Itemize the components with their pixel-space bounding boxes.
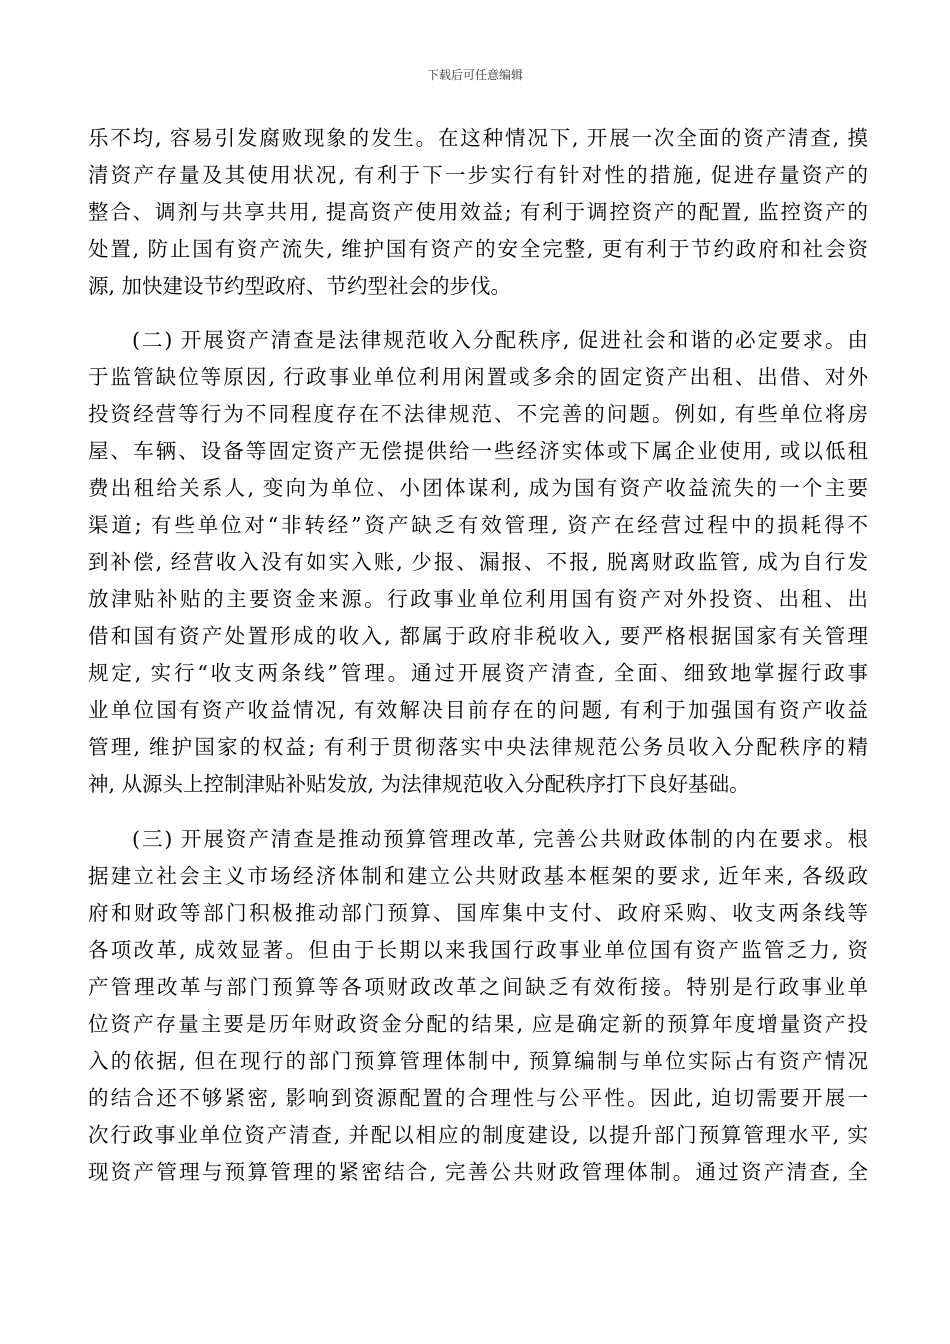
text-line: 神, 从源头上控制津贴补贴发放, 为法律规范收入分配秩序打下良好基础。: [88, 772, 750, 796]
text-line: 屋、车辆、设备等固定资产无偿提供给一些经济实体或下属企业使用, 或以低租: [88, 439, 868, 463]
text-line: 到补偿, 经营收入没有如实入账, 少报、漏报、不报, 脱离财政监管, 成为自行发: [88, 550, 868, 574]
text-line: 费出租给关系人, 变向为单位、小团体谋利, 成为国有资产收益流失的一个主要: [88, 476, 868, 500]
paragraph-1: [88, 120, 868, 305]
text-line: 整合、调剂与共享共用, 提高资产使用效益; 有利于调控资产的配置, 监控资产的: [88, 200, 868, 224]
text-line: 源, 加快建设节约型政府、节约型社会的步伐。: [88, 274, 512, 298]
text-line: 位资产存量主要是历年财政资金分配的结果, 应是确定新的预算年度增量资产投: [88, 1012, 868, 1036]
text-line: 于监管缺位等原因, 行政事业单位利用闲置或多余的固定资产出租、出借、对外: [88, 365, 868, 389]
text-line: 规定, 实行“收支两条线”管理。通过开展资产清查, 全面、细致地掌握行政事: [88, 661, 868, 685]
text-line: 乐不均, 容易引发腐败现象的发生。在这种情况下, 开展一次全面的资产清查, 摸: [88, 126, 868, 150]
text-line: 管理, 维护国家的权益; 有利于贯彻落实中央法律规范公务员收入分配秩序的精: [88, 735, 868, 759]
text-line: 借和国有资产处置形成的收入, 都属于政府非税收入, 要严格根据国家有关管理: [88, 624, 868, 648]
paragraph-2: [88, 322, 868, 803]
text-line: 业单位国有资产收益情况, 有效解决目前存在的问题, 有利于加强国有资产收益: [88, 698, 868, 722]
text-line: 清资产存量及其使用状况, 有利于下一步实行有针对性的措施, 促进存量资产的: [88, 163, 868, 187]
text-line: 放津贴补贴的主要资金来源。行政事业单位利用国有资产对外投资、出租、出: [88, 587, 868, 611]
text-line: 产管理改革与部门预算等各项财政改革之间缺乏有效衔接。特别是行政事业单: [88, 975, 868, 999]
text-line: 的结合还不够紧密, 影响到资源配置的合理性与公平性。因此, 迫切需要开展一: [88, 1086, 868, 1110]
text-line: 据建立社会主义市场经济体制和建立公共财政基本框架的要求, 近年来, 各级政: [88, 864, 868, 888]
text-line: 渠道; 有些单位对“非转经”资产缺乏有效管理, 资产在经营过程中的损耗得不: [88, 513, 868, 537]
text-line: 入的依据, 但在现行的部门预算管理体制中, 预算编制与单位实际占有资产情况: [88, 1049, 868, 1073]
text-line: (二) 开展资产清查是法律规范收入分配秩序, 促进社会和谐的必定要求。由: [132, 328, 868, 352]
text-line: 各项改革, 成效显著。但由于长期以来我国行政事业单位国有资产监管乏力, 资: [88, 938, 868, 962]
text-line: 现资产管理与预算管理的紧密结合, 完善公共财政管理体制。通过资产清查, 全: [88, 1160, 868, 1184]
text-line: (三) 开展资产清查是推动预算管理改革, 完善公共财政体制的内在要求。根: [132, 827, 868, 851]
text-line: 处置, 防止国有资产流失, 维护国有资产的安全完整, 更有利于节约政府和社会资: [88, 237, 868, 261]
page-header: 下载后可任意编辑: [426, 68, 523, 82]
text-line: 府和财政等部门积极推动部门预算、国库集中支付、政府采购、收支两条线等: [88, 901, 868, 925]
text-line: 次行政事业单位资产清查, 并配以相应的制度建设, 以提升部门预算管理水平, 实: [88, 1123, 868, 1147]
text-line: 投资经营等行为不同程度存在不法律规范、不完善的问题。例如, 有些单位将房: [88, 402, 868, 426]
paragraph-3: [88, 821, 868, 1191]
